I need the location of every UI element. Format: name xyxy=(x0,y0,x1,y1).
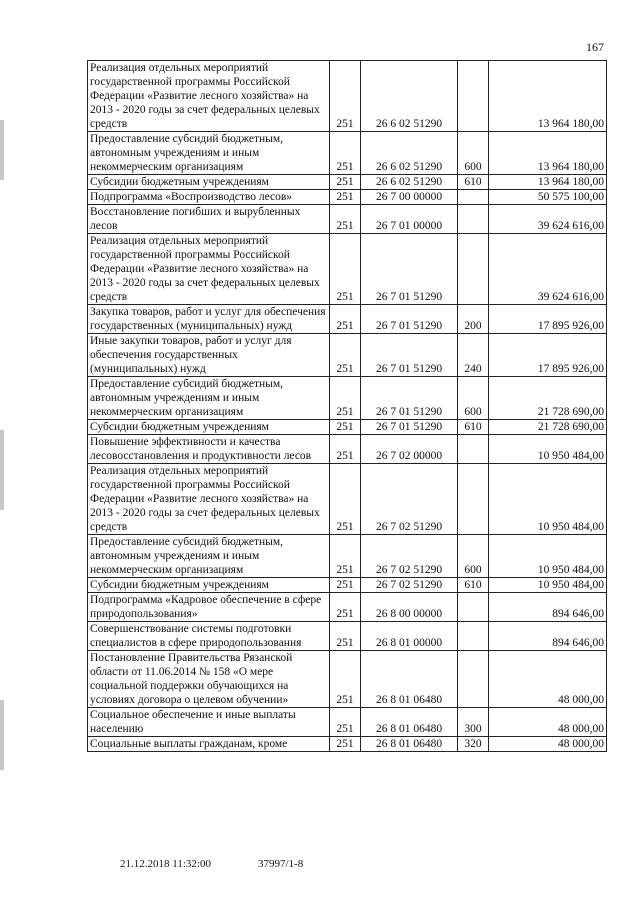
table-row xyxy=(88,651,607,708)
cell-code: 26 7 01 51290 xyxy=(361,420,458,435)
cell-dept: 251 xyxy=(330,593,361,622)
cell-code: 26 8 01 06480 xyxy=(361,737,458,752)
cell-dept: 251 xyxy=(330,205,361,234)
cell-name: Субсидии бюджетным учреждениям xyxy=(88,420,330,435)
cell-type xyxy=(458,435,489,464)
cell-sum: 894 646,00 xyxy=(489,622,607,651)
cell-code: 26 8 01 06480 xyxy=(361,651,458,708)
table-row xyxy=(88,737,607,752)
cell-sum: 39 624 616,00 xyxy=(489,205,607,234)
cell-code: 26 6 02 51290 xyxy=(361,132,458,175)
cell-code: 26 8 01 06480 xyxy=(361,708,458,737)
cell-type: 240 xyxy=(458,334,489,377)
cell-sum: 13 964 180,00 xyxy=(489,61,607,132)
cell-name: Субсидии бюджетным учреждениям xyxy=(88,578,330,593)
cell-name: Закупка товаров, работ и услуг для обеспечения государственных (муниципальных) нужд xyxy=(88,305,330,334)
cell-dept: 251 xyxy=(330,61,361,132)
cell-sum: 21 728 690,00 xyxy=(489,420,607,435)
cell-name: Социальное обеспечение и иные выплаты населению xyxy=(88,708,330,737)
scan-edge-mark xyxy=(0,700,4,770)
cell-name: Субсидии бюджетным учреждениям xyxy=(88,175,330,190)
footer-date: 21.12.2018 11:32:00 xyxy=(120,858,211,870)
cell-dept: 251 xyxy=(330,737,361,752)
cell-name: Предоставление субсидий бюджетным, автономным учреждениям и иным некоммерческим организациям xyxy=(88,535,330,578)
cell-sum: 50 575 100,00 xyxy=(489,190,607,205)
scan-edge-mark xyxy=(0,120,4,180)
cell-dept: 251 xyxy=(330,622,361,651)
cell-code: 26 7 01 51290 xyxy=(361,334,458,377)
cell-dept: 251 xyxy=(330,377,361,420)
cell-type xyxy=(458,234,489,305)
cell-code: 26 7 01 51290 xyxy=(361,305,458,334)
cell-type: 600 xyxy=(458,377,489,420)
cell-sum: 21 728 690,00 xyxy=(489,377,607,420)
cell-name: Реализация отдельных мероприятий государственной программы Российской Федерации «Развитие лесного хозяйства» на 2013 - 2020 годы за счет федеральных целевых средств xyxy=(88,464,330,535)
cell-sum: 10 950 484,00 xyxy=(489,578,607,593)
cell-name: Восстановление погибших и вырубленных лесов xyxy=(88,205,330,234)
table-row xyxy=(88,334,607,377)
cell-dept: 251 xyxy=(330,305,361,334)
table-row xyxy=(88,535,607,578)
cell-type: 610 xyxy=(458,578,489,593)
cell-name: Постановление Правительства Рязанской области от 11.06.2014 № 158 «О мере социальной поддержки обучающихся на условиях договора о целевом обучении» xyxy=(88,651,330,708)
cell-code: 26 7 02 51290 xyxy=(361,535,458,578)
page-number: 167 xyxy=(586,40,604,54)
cell-name: Подпрограмма «Воспроизводство лесов» xyxy=(88,190,330,205)
cell-sum: 13 964 180,00 xyxy=(489,175,607,190)
table-row xyxy=(88,205,607,234)
cell-sum: 10 950 484,00 xyxy=(489,535,607,578)
cell-sum: 39 624 616,00 xyxy=(489,234,607,305)
cell-type: 600 xyxy=(458,535,489,578)
cell-dept: 251 xyxy=(330,190,361,205)
table-row xyxy=(88,593,607,622)
cell-dept: 251 xyxy=(330,535,361,578)
cell-type xyxy=(458,205,489,234)
table-row xyxy=(88,305,607,334)
cell-type xyxy=(458,622,489,651)
table-row xyxy=(88,464,607,535)
table-row xyxy=(88,190,607,205)
cell-dept: 251 xyxy=(330,334,361,377)
cell-code: 26 7 02 51290 xyxy=(361,578,458,593)
cell-sum: 894 646,00 xyxy=(489,593,607,622)
cell-code: 26 7 00 00000 xyxy=(361,190,458,205)
cell-dept: 251 xyxy=(330,435,361,464)
cell-sum: 48 000,00 xyxy=(489,651,607,708)
cell-code: 26 7 01 51290 xyxy=(361,377,458,420)
table-row xyxy=(88,578,607,593)
cell-sum: 48 000,00 xyxy=(489,737,607,752)
cell-sum: 48 000,00 xyxy=(489,708,607,737)
budget-table-body xyxy=(88,61,607,752)
cell-name: Совершенствование системы подготовки специалистов в сфере природопользования xyxy=(88,622,330,651)
cell-dept: 251 xyxy=(330,708,361,737)
cell-dept: 251 xyxy=(330,651,361,708)
cell-name: Подпрограмма «Кадровое обеспечение в сфере природопользования» xyxy=(88,593,330,622)
cell-dept: 251 xyxy=(330,132,361,175)
table-row xyxy=(88,234,607,305)
table-row xyxy=(88,175,607,190)
cell-dept: 251 xyxy=(330,420,361,435)
table-row xyxy=(88,708,607,737)
cell-code: 26 6 02 51290 xyxy=(361,61,458,132)
cell-name: Реализация отдельных мероприятий государственной программы Российской Федерации «Развитие лесного хозяйства» на 2013 - 2020 годы за счет федеральных целевых средств xyxy=(88,61,330,132)
cell-code: 26 7 01 51290 xyxy=(361,234,458,305)
cell-name: Реализация отдельных мероприятий государственной программы Российской Федерации «Развитие лесного хозяйства» на 2013 - 2020 годы за счет федеральных целевых средств xyxy=(88,234,330,305)
cell-name: Социальные выплаты гражданам, кроме xyxy=(88,737,330,752)
table-row xyxy=(88,132,607,175)
cell-type: 200 xyxy=(458,305,489,334)
cell-name: Иные закупки товаров, работ и услуг для обеспечения государственных (муниципальных) нужд xyxy=(88,334,330,377)
cell-code: 26 7 02 51290 xyxy=(361,464,458,535)
cell-name: Предоставление субсидий бюджетным, автономным учреждениям и иным некоммерческим организациям xyxy=(88,132,330,175)
cell-dept: 251 xyxy=(330,175,361,190)
cell-type xyxy=(458,61,489,132)
footer-doc-number: 37997/1-8 xyxy=(258,858,304,870)
cell-dept: 251 xyxy=(330,234,361,305)
cell-sum: 10 950 484,00 xyxy=(489,464,607,535)
cell-sum: 17 895 926,00 xyxy=(489,334,607,377)
cell-type xyxy=(458,464,489,535)
cell-sum: 13 964 180,00 xyxy=(489,132,607,175)
cell-type xyxy=(458,651,489,708)
cell-type: 320 xyxy=(458,737,489,752)
cell-type xyxy=(458,190,489,205)
cell-code: 26 7 01 00000 xyxy=(361,205,458,234)
cell-type xyxy=(458,593,489,622)
cell-code: 26 8 01 00000 xyxy=(361,622,458,651)
cell-type: 610 xyxy=(458,175,489,190)
cell-sum: 17 895 926,00 xyxy=(489,305,607,334)
cell-sum: 10 950 484,00 xyxy=(489,435,607,464)
cell-type: 300 xyxy=(458,708,489,737)
table-row xyxy=(88,622,607,651)
cell-code: 26 8 00 00000 xyxy=(361,593,458,622)
budget-table xyxy=(87,60,607,752)
cell-type: 610 xyxy=(458,420,489,435)
cell-code: 26 7 02 00000 xyxy=(361,435,458,464)
table-row xyxy=(88,435,607,464)
cell-dept: 251 xyxy=(330,464,361,535)
cell-name: Предоставление субсидий бюджетным, автономным учреждениям и иным некоммерческим организациям xyxy=(88,377,330,420)
cell-code: 26 6 02 51290 xyxy=(361,175,458,190)
scan-edge-mark xyxy=(0,430,4,510)
table-row xyxy=(88,61,607,132)
table-row xyxy=(88,377,607,420)
cell-type: 600 xyxy=(458,132,489,175)
cell-dept: 251 xyxy=(330,578,361,593)
table-row xyxy=(88,420,607,435)
cell-name: Повышение эффективности и качества лесовосстановления и продуктивности лесов xyxy=(88,435,330,464)
